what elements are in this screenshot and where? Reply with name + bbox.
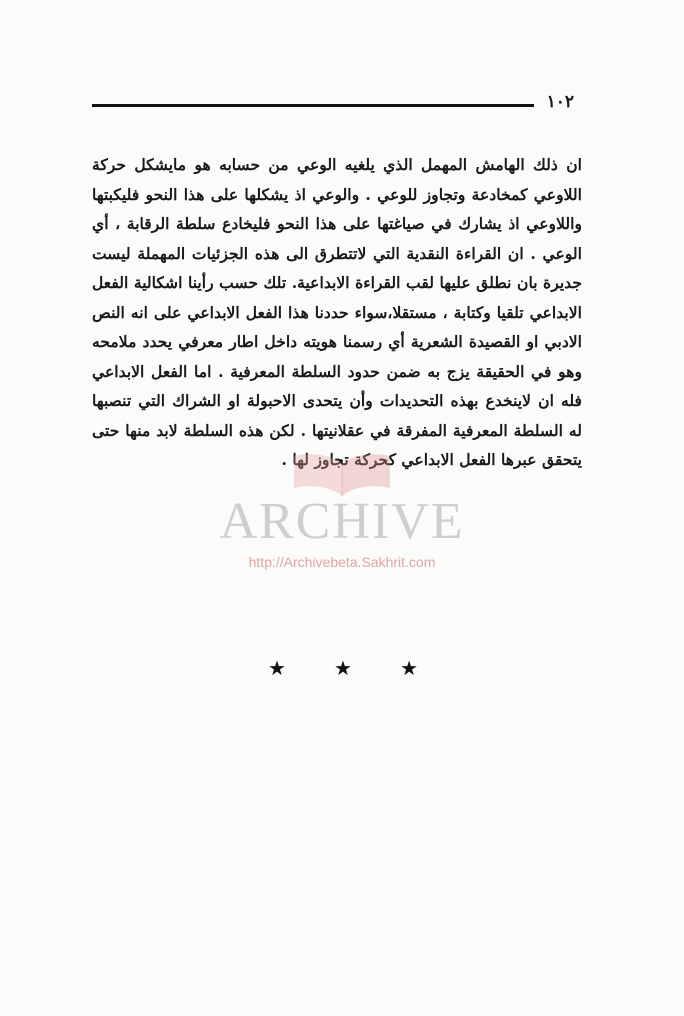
watermark-url: http://Archivebeta.Sakhrit.com [248,554,436,570]
page-header [92,92,574,116]
page-number: ١٠٢ [546,92,574,112]
header-rule [92,104,534,107]
star-icon: ★ [334,656,352,680]
body-paragraph: ان ذلك الهامش المهمل الذي يلغيه الوعي من حسابه هو مايشكل حركة اللاوعي كمخادعة وتجاوز للوعي . والوعي اذ يشكلها على هذا النحو فليكبتها واللاوعي اذ يشارك في صياغتها على هذا النحو فليخادع سلطة الرقابة ، أي الوعي . ان القراءة النقدية التي لاتتطرق الى هذه الجزئيات المهملة ليست جديرة بان نطلق عليها لقب القراءة الابداعية. تلك حسب رأينا اشكالية الفعل الابداعي تلقيا وكتابة ، مستقلا،سواء حددنا هذا الفعل الابداعي على انه النص الادبي او القصيدة الشعرية أي رسمنا هويته داخل اطار معرفي يحدد ملامحه وهو في الحقيقة يزج به ضمن حدود السلطة المعرفية . اما الفعل الابداعي فله ان لاينخدع بهذه التحديدات وأن يتحدى الاحبولة او الشراك التي تنصبها له السلطة المعرفية المفرقة في عقلانيتها . لكن هذه السلطة لابد منها حتى يتحقق عبرها الفعل الابداعي كحركة تجاوز لها . [92,155,582,469]
body-text [92,150,582,475]
watermark-title: ARCHIVE [219,493,465,550]
star-icon: ★ [400,656,418,680]
section-ornaments [268,656,418,680]
star-icon: ★ [268,656,286,680]
